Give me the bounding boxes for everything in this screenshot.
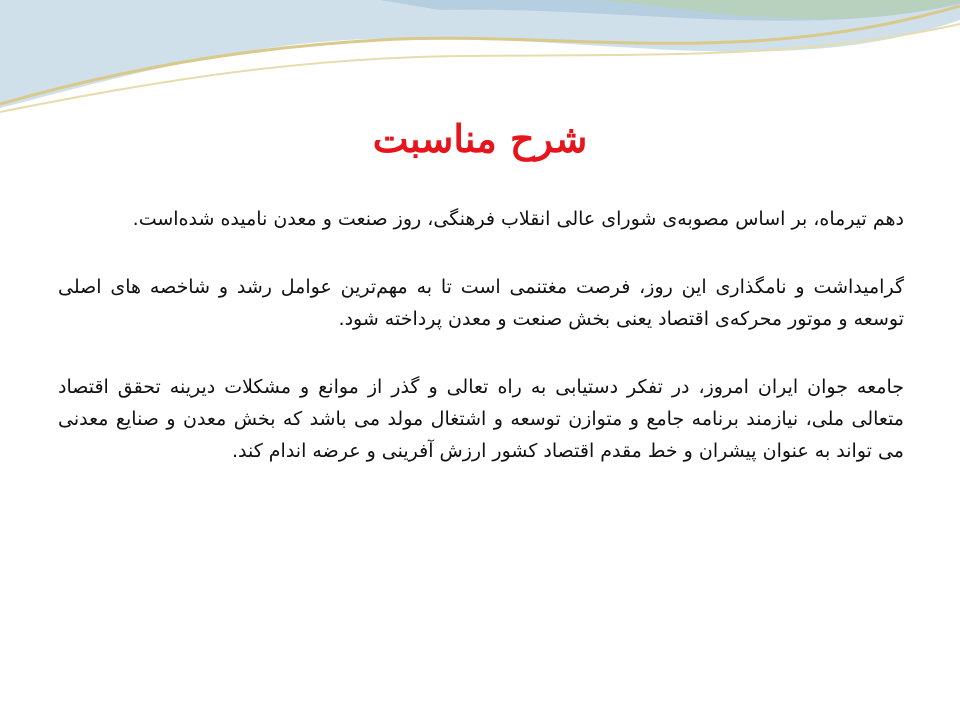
slide-title: شرح مناسبت: [372, 116, 588, 161]
paragraph-3: جامعه جوان ایران امروز، در تفکر دستیابی به راه تعالی و گذر از موانع و مشکلات دیرینه تحقق اقتصاد متعالی ملی، نیازمند برنامه جامع و متوازن توسعه و اشتغال مولد می باشد که بخش معدن و صنایع معدنی می تواند به عنوان پیشران و خط مقدم اقتصاد کشور ارزش آفرینی و عرضه اندام کند.: [58, 376, 904, 462]
slide-body: [58, 203, 904, 467]
paragraph-2: گرامیداشت و نامگذاری این روز، فرصت مغتنمی است تا به مهم‌ترین عوامل رشد و شاخصه های اصلی توسعه و موتور محرکه‌ی اقتصاد یعنی بخش صنعت و معدن پرداخته شود.: [58, 276, 904, 330]
paragraph-1: دهم تیرماه، بر اساس مصوبه‌ی شورای عالی انقلاب فرهنگی، روز صنعت و معدن نامیده شده‌است.: [132, 208, 904, 230]
